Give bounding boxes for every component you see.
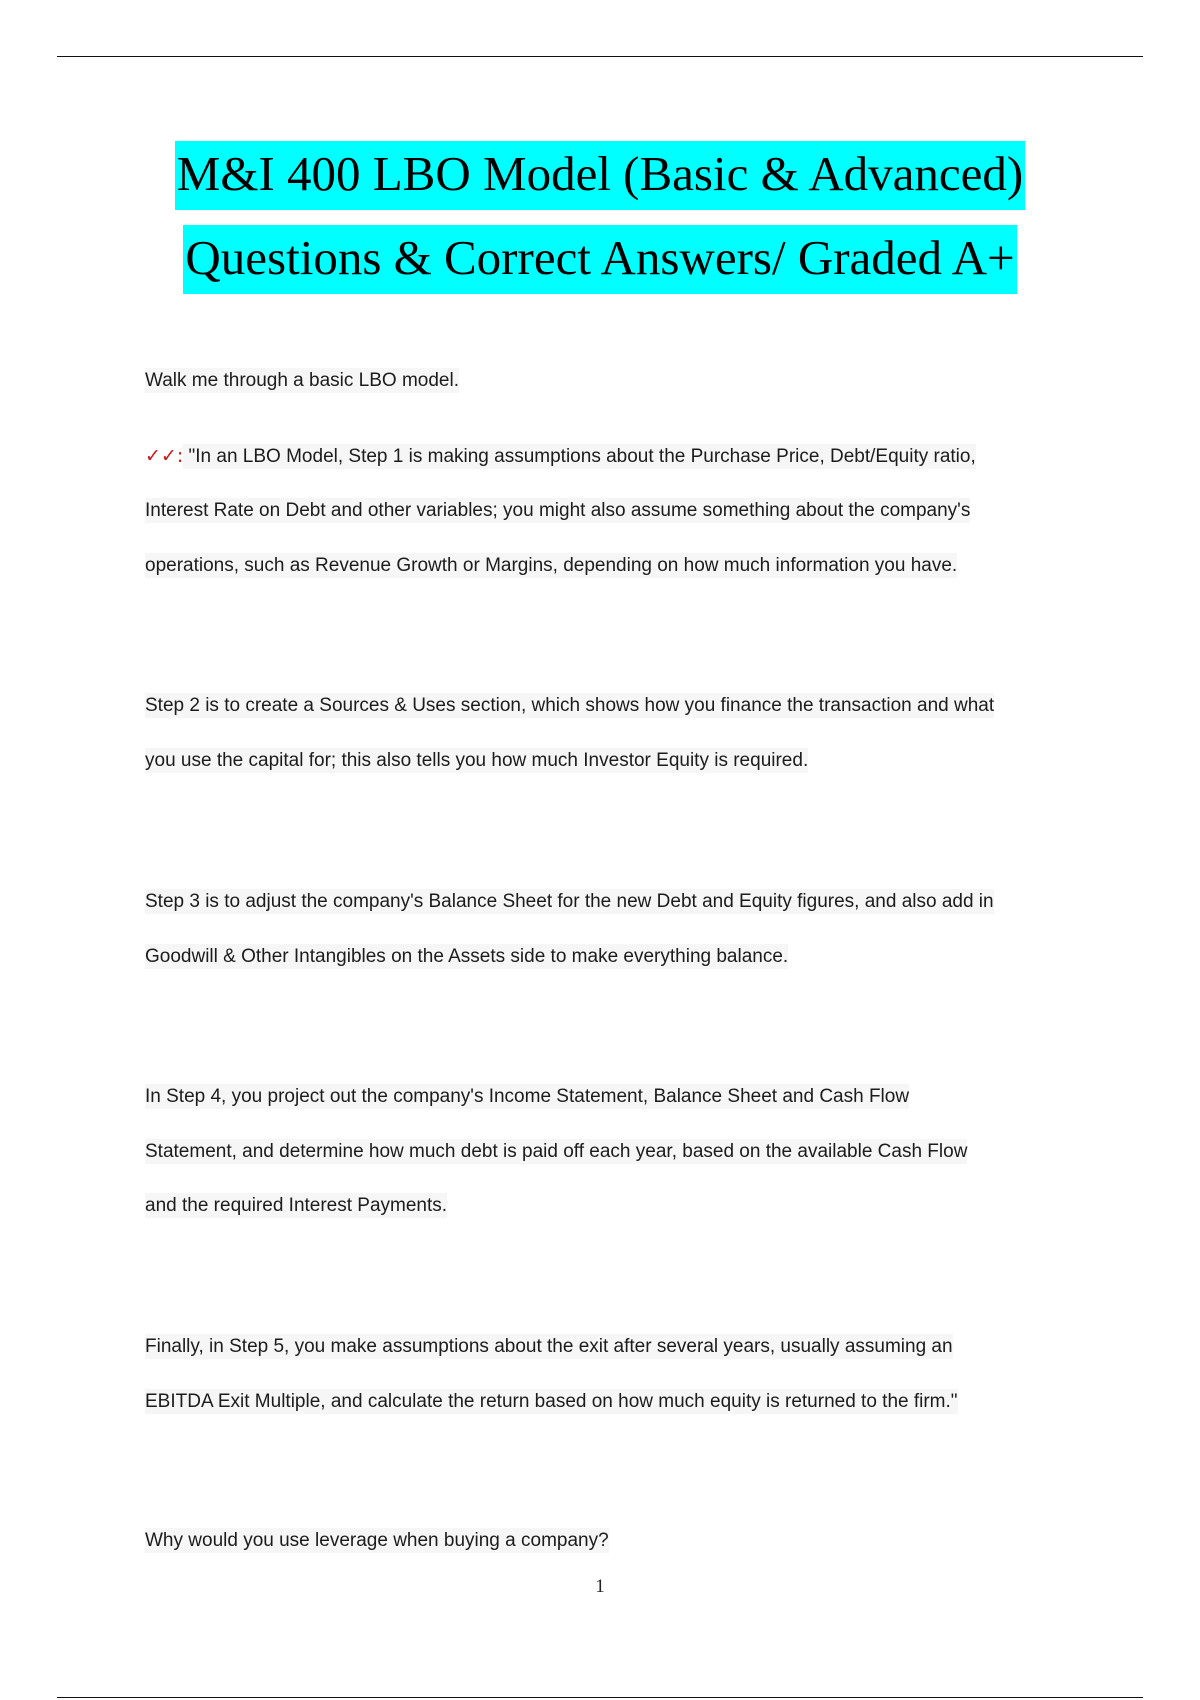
question-1: Walk me through a basic LBO model. — [145, 370, 459, 391]
answer-1-line-2: Interest Rate on Debt and other variables; you might also assume something about the company's — [145, 500, 971, 521]
document-title-line-1: M&I 400 LBO Model (Basic & Advanced) — [0, 149, 1200, 198]
answer-1-line-5: you use the capital for; this also tells you how much Investor Equity is required. — [145, 750, 809, 771]
page-number: 1 — [595, 1576, 605, 1597]
answer-1-line-12: EBITDA Exit Multiple, and calculate the return based on how much equity is returned to the firm." — [145, 1391, 958, 1412]
answer-1-line-9: Statement, and determine how much debt is paid off each year, based on the available Cash Flow — [145, 1141, 968, 1162]
answer-1-line-4: Step 2 is to create a Sources & Uses section, which shows how you finance the transaction and what — [145, 695, 995, 716]
double-check-icon: ✓✓: — [145, 445, 184, 467]
answer-1-line-7: Goodwill & Other Intangibles on the Assets side to make everything balance. — [145, 946, 789, 967]
answer-1-line-10: and the required Interest Payments. — [145, 1195, 448, 1216]
bottom-rule — [57, 1697, 1143, 1698]
answer-1-line-6: Step 3 is to adjust the company's Balance Sheet for the new Debt and Equity figures, and also add in — [145, 891, 994, 912]
answer-1-line-3: operations, such as Revenue Growth or Margins, depending on how much information you have. — [145, 555, 958, 576]
answer-1-line-11: Finally, in Step 5, you make assumptions about the exit after several years, usually assuming an — [145, 1336, 953, 1357]
answer-1-line-8: In Step 4, you project out the company's Income Statement, Balance Sheet and Cash Flow — [145, 1086, 910, 1107]
answer-1-line-1: ✓✓: "In an LBO Model, Step 1 is making assumptions about the Purchase Price, Debt/Equity ratio, — [145, 445, 976, 467]
top-rule — [57, 56, 1143, 57]
question-2: Why would you use leverage when buying a company? — [145, 1530, 609, 1551]
document-title-line-2: Questions & Correct Answers/ Graded A+ — [0, 233, 1200, 282]
